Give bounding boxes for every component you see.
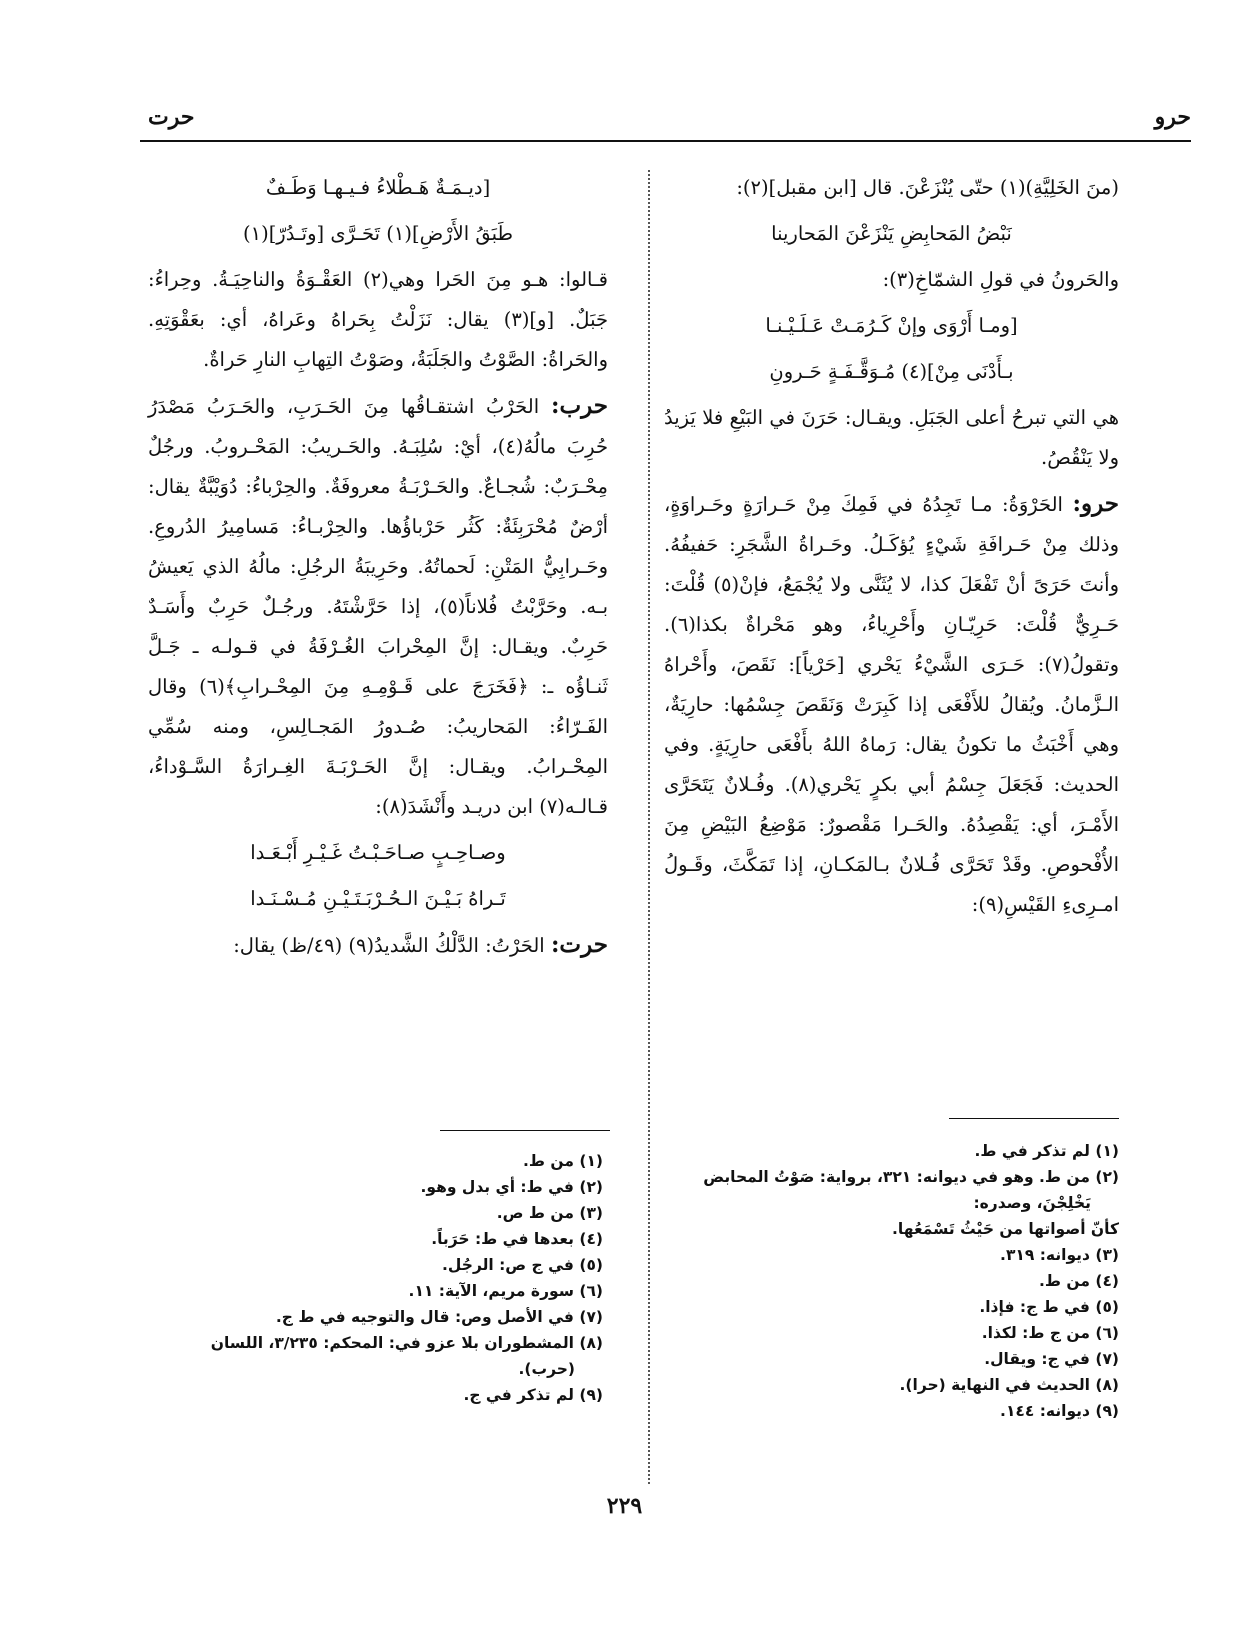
intro-paragraph: هي التي تبرحُ أعلى الجَبَلِ. ويقـال: حَرَنَ في البَيْعِ فلا يَزيدُ ولا يَنْقُصُ. (664, 406, 1119, 469)
entry-body-hart: الحَرْتُ: الدَّلْكُ الشَّديدُ(٩) (٤٩/ظ) يقال: (233, 934, 545, 957)
verse-line: تَـراهُ بَـيْـنَ الـحُـرْبَـتَـيْـنِ مُـسْـنَـدا (250, 887, 506, 910)
footnote-continuation: كأنّ أصواتها من حَيْثُ تَسْمَعُها. (892, 1220, 1119, 1238)
verse-line: بـأَدْنَى مِنْ](٤) مُـوَقَّـفَـةٍ حَـرونِ (769, 360, 1014, 383)
entry-head-harw: حرو: (1072, 490, 1119, 517)
footnote: (٧) في ج: ويقال. (984, 1350, 1119, 1368)
entry-harb (148, 386, 608, 827)
entry-harw (664, 484, 1119, 925)
footnote: (٩) لم تذكر في ج. (463, 1386, 603, 1404)
entry-head-hart: حرت: (550, 931, 608, 958)
footnotes-right (659, 1138, 1119, 1424)
footnote: (٢) في ط: أي بدل وهو. (420, 1178, 603, 1196)
paragraph: قـالوا: هـو مِنَ الحَرا وهي(٢) العَقْـوَةُ والناحِيَـةُ. وحِراءُ: جَبَلٌ. [و](٣) يقال: نَزَلْتُ بِحَراهُ وعَراهُ، أي: بعَقْوَتِهِ. والحَراةُ: الصَّوْتُ والجَلَبَةُ، وصَوْتُ التِهابِ النارِ حَراةٌ. (148, 268, 609, 371)
footnote: (٤) من ط. (1039, 1272, 1119, 1290)
footnote: (٥) في ط ج: فإذا. (979, 1298, 1119, 1316)
footnote: (٢) من ط. وهو في ديوانه: ٣٢١، برواية: صَوْتُ المحابض (703, 1168, 1119, 1186)
running-head-right: حرو (1154, 104, 1191, 130)
verse-line: نَبْضُ المَحابِضِ يَنْزَعْنَ المَحارينا (771, 222, 1012, 245)
footnote: (٧) في الأصل وص: قال والتوجيه في ط ج. (275, 1308, 603, 1326)
verse-line: وصـاحِـبٍ صـاحَـبْـتُ غَـيْـرِ أَبْـعَـدا (250, 841, 506, 864)
footnote: (٤) بعدها في ط: حَرَباً. (431, 1230, 603, 1248)
footnote: (٦) سورة مريم، الآية: ١١. (408, 1282, 603, 1300)
footnote-rule-right (949, 1118, 1119, 1119)
footnote-continuation: يَخْلِجْنَ، وصدره: (973, 1194, 1091, 1212)
footnote: (٨) الحديث في النهاية (حرا). (899, 1376, 1119, 1394)
column-divider (648, 170, 650, 1484)
footnote: (٦) من ج ط: لكذا. (981, 1324, 1119, 1342)
right-column (664, 168, 1119, 931)
footnote: (٣) من ط ص. (496, 1204, 603, 1222)
entry-body-harb: الحَرْبُ اشتقـاقُها مِنَ الحَـرَبِ، والحَـرَبُ مَصْدَرُ حُرِبَ مالُهُ(٤)، أيْ: سُلِبَـهُ. والحَـريبُ: المَحْـروبُ. ورجُلٌ مِحْـرَبٌ: شُجـاعٌ. والحَـرْبَـةُ معروفَةٌ. والحِرْباءُ: دُوَيْبَّةٌ يقال: أرْضٌ مُحْرَبِئَةٌ: كَثُر حَرْباؤُها. والحِرْبـاءُ: مَسامِيرُ الدُروعِ. وحَـرابِيُّ المَتْنِ: لَحماتُهُ. وحَرِيبَةُ الرجُلِ: مالُهُ الذي يَعيشُ بـه. وحَرَّبْتُ فُلاناً(٥)، إذا حَرَّشْتَهُ. ورجُـلٌ حَرِبٌ وأَسَـدٌ حَرِبٌ. ويقـال: إنَّ المِحْرابَ الغُـرْفَةُ في قـولـه ـ جَـلَّ ثَنـاؤُه ـ: ﴿فَخَرَجَ على قَـوْمِـهِ مِنَ المِحْـرابِ﴾(٦) وقال الفَـرّاءُ: المَحاريبُ: صُـدورُ المَجـالِسِ، ومنه سُمِّي المِحْـرابُ. ويقـال: إنَّ الحَـرْبَـةَ الغِـرارَةُ السَّـوْداءُ، قـالـه(٧) ابن دريـد وأَنْشَدَ(٨): (148, 395, 609, 818)
footnote: (١) من ط. (523, 1152, 603, 1170)
intro-line: والحَرونُ في قولِ الشمّاخِ(٣): (882, 268, 1119, 291)
verse-line: [ديـمَـةٌ هَـطْلاءُ فـيـهـا وَطَـفٌ (265, 176, 491, 199)
header-rule (140, 140, 1191, 142)
footnote: (٩) ديوانه: ١٤٤. (1000, 1402, 1119, 1420)
entry-body-harw: الحَرْوَةُ: مـا تَجِدُهُ في فَمِكَ مِنْ حَـرارَةٍ وحَـراوَةٍ، وذلك مِنْ حَـرافَةِ شَيْءٍ يُؤكَـلُ. وحَـراةُ الشَّجَرِ: حَفيفُهُ. وأنتَ حَرَىً أنْ تَفْعَلَ كذا، لا يُثَنَّى ولا يُجْمَعُ، فإنْ(٥) قُلْتَ: حَـرِيٌّ قُلْتَ: حَرِيّـانِ وأَحْرِياءُ، وهو مَحْراةٌ بكذا(٦). وتقولُ(٧): حَـرَى الشَّيْءُ يَحْري [حَرْياً]: نَقَصَ، وأَحْراهُ الـزَّمانُ. ويُقالُ للأَفْعَى إذا كَبِرَتْ وَنَقَصَ جِسْمُها: حارِيَةٌ، وهي أَخْبَثُ ما تكونُ يقال: رَماهُ اللهُ بأَفْعَى حارِيَةٍ. وفي الحديث: فَجَعَلَ جِسْمُ أبي بكرٍ يَحْري(٨). وفُـلانٌ يَتَحَرَّى الأَمْـرَ، أي: يَقْصِدُهُ. والحَـرا مَقْصورٌ: مَوْضِعُ البَيْضِ مِنَ الأُفْحوصِ. وقَدْ تَحَرَّى فُـلانٌ بـالمَكـانِ، إذا تَمَكَّثَ، وقَـولُ امـرِىءِ القَيْسِ(٩): (664, 493, 1119, 916)
left-column (148, 168, 608, 972)
footnote: (٥) في ج ص: الرجُل. (442, 1256, 603, 1274)
footnote-rule-left (440, 1130, 610, 1131)
entry-head-harb: حرب: (550, 392, 609, 419)
page-number: ٢٢٩ (606, 1493, 643, 1519)
intro-line: (منَ الخَلِيَّةِ)(١) حتّى يُنْزَعْنَ. قال [ابن مقبل](٢): (736, 176, 1119, 199)
footnote: (١) لم تذكر في ط. (974, 1142, 1119, 1160)
verse-line: [ومـا أَرْوَى وإنْ كَـرُمَـتْ عَـلَـيْـنـا (765, 314, 1018, 337)
footnote-continuation: (حرب). (518, 1360, 575, 1378)
running-head-left: حرت (148, 104, 195, 130)
footnote: (٨) المشطوران بلا عزو في: المحكم: ٣/٢٣٥، اللسان (210, 1334, 603, 1352)
footnote: (٣) ديوانه: ٣١٩. (1000, 1246, 1119, 1264)
entry-hart (148, 925, 608, 966)
verse-line: طَبَقُ الأَرْضِ](١) تَحَـرَّى [وتَـدُرّ](١) (243, 222, 513, 245)
footnotes-left (148, 1148, 603, 1408)
